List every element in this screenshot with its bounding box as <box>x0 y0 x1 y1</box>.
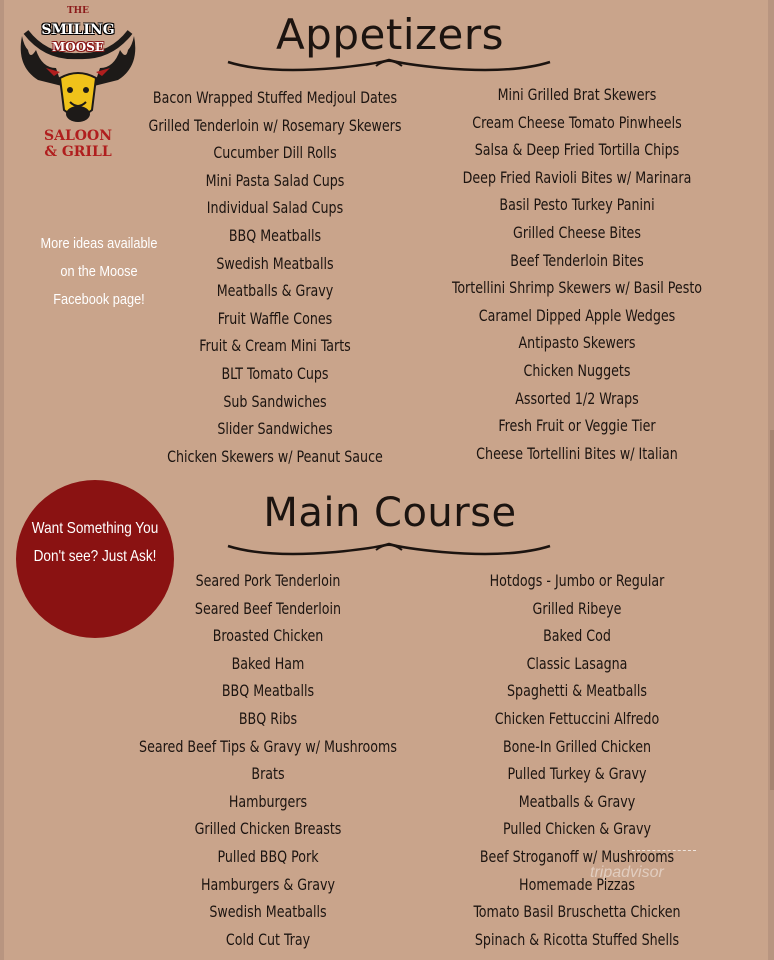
list-item: Brats <box>251 764 285 784</box>
list-item: Pulled Turkey & Gravy <box>507 764 647 784</box>
list-item: Swedish Meatballs <box>209 902 327 922</box>
list-item: Fruit Waffle Cones <box>217 308 333 328</box>
list-item: Meatballs & Gravy <box>518 791 636 811</box>
list-item: Salsa & Deep Fried Tortilla Chips <box>474 140 680 160</box>
list-item: Classic Lasagna <box>526 653 628 673</box>
list-item: Seared Beef Tenderloin <box>194 598 342 618</box>
list-item: Cucumber Dill Rolls <box>213 143 337 163</box>
list-item: Beef Tenderloin Bites <box>510 250 644 270</box>
watermark-dots <box>632 850 696 851</box>
list-item: Grilled Cheese Bites <box>513 222 641 242</box>
list-item: Baked Cod <box>543 626 611 646</box>
appetizers-right-list <box>404 81 750 467</box>
list-item: Bacon Wrapped Stuffed Medjoul Dates <box>152 88 398 107</box>
list-item: Assorted 1/2 Wraps <box>515 388 639 408</box>
list-item: Fresh Fruit or Veggie Tier <box>498 416 656 436</box>
list-item: Grilled Chicken Breasts <box>194 819 342 839</box>
appetizers-left-list <box>122 84 428 470</box>
main-course-right-list <box>404 567 750 953</box>
swirl-divider-icon <box>226 54 552 76</box>
list-item: Spaghetti & Meatballs <box>506 681 647 701</box>
list-item: Cheese Tortellini Bites w/ Italian <box>476 443 678 463</box>
list-item: BBQ Ribs <box>238 708 298 728</box>
list-item: Cold Cut Tray <box>225 929 311 949</box>
list-item: Tortellini Shrimp Skewers w/ Basil Pesto <box>451 278 703 298</box>
list-item: Fruit & Cream Mini Tarts <box>199 336 351 356</box>
list-item: Caramel Dipped Apple Wedges <box>478 305 676 325</box>
tripadvisor-watermark: tripadvisor <box>590 864 664 881</box>
list-item: Bone-In Grilled Chicken <box>502 736 652 756</box>
main-course-title: Main Course <box>263 490 517 536</box>
logo-moose: MOOSE <box>51 40 104 54</box>
list-item: Seared Beef Tips & Gravy w/ Mushrooms <box>139 736 397 756</box>
list-item: Mini Pasta Salad Cups <box>205 170 345 190</box>
list-item: Chicken Skewers w/ Peanut Sauce <box>167 446 383 466</box>
logo-grill: & GRILL <box>44 144 112 160</box>
list-item: Pulled Chicken & Gravy <box>502 819 652 839</box>
list-item: BLT Tomato Cups <box>221 363 329 383</box>
list-item: Spinach & Ricotta Stuffed Shells <box>474 929 680 949</box>
list-item: Beef Stroganoff w/ Mushrooms <box>479 846 675 866</box>
list-item: Individual Salad Cups <box>206 198 344 218</box>
list-item: Chicken Nuggets <box>523 360 631 380</box>
list-item: Homemade Pizzas <box>519 874 635 894</box>
list-item: Hamburgers <box>228 791 308 811</box>
list-item: Hamburgers & Gravy <box>200 874 336 894</box>
facebook-note: More ideas available on the Moose Facebook page! <box>40 235 158 308</box>
list-item: BBQ Meatballs <box>228 225 322 245</box>
list-item: Antipasto Skewers <box>518 333 636 353</box>
list-item: Cream Cheese Tomato Pinwheels <box>472 112 682 132</box>
list-item: Swedish Meatballs <box>216 253 334 273</box>
appetizers-title: Appetizers <box>275 10 505 59</box>
list-item: BBQ Meatballs <box>221 681 315 701</box>
swirl-divider-icon <box>226 538 552 560</box>
list-item: Broasted Chicken <box>212 626 324 646</box>
list-item: Seared Pork Tenderloin <box>195 571 341 590</box>
list-item: Basil Pesto Turkey Panini <box>499 195 655 215</box>
list-item: Chicken Fettuccini Alfredo <box>494 708 660 728</box>
list-item: Grilled Tenderloin w/ Rosemary Skewers <box>148 115 402 135</box>
main-course-left-list <box>110 567 426 953</box>
list-item: Grilled Ribeye <box>532 598 622 618</box>
scrollbar[interactable] <box>770 430 774 790</box>
logo-saloon: SALOON <box>43 128 112 144</box>
list-item: Pulled BBQ Pork <box>217 846 319 866</box>
list-item: Deep Fried Ravioli Bites w/ Marinara <box>462 167 692 187</box>
list-item: Slider Sandwiches <box>217 419 333 439</box>
list-item: Mini Grilled Brat Skewers <box>497 85 657 104</box>
logo-the: THE <box>66 6 90 16</box>
ask-bubble-text: Want Something You Don't see? Just Ask! <box>31 520 159 565</box>
list-item: Sub Sandwiches <box>223 391 327 411</box>
list-item: Hotdogs - Jumbo or Regular <box>489 571 665 590</box>
list-item: Meatballs & Gravy <box>216 281 334 301</box>
list-item: Baked Ham <box>231 653 305 673</box>
list-item: Tomato Basil Bruschetta Chicken <box>473 902 681 922</box>
logo-smiling: SMILING <box>41 22 115 38</box>
